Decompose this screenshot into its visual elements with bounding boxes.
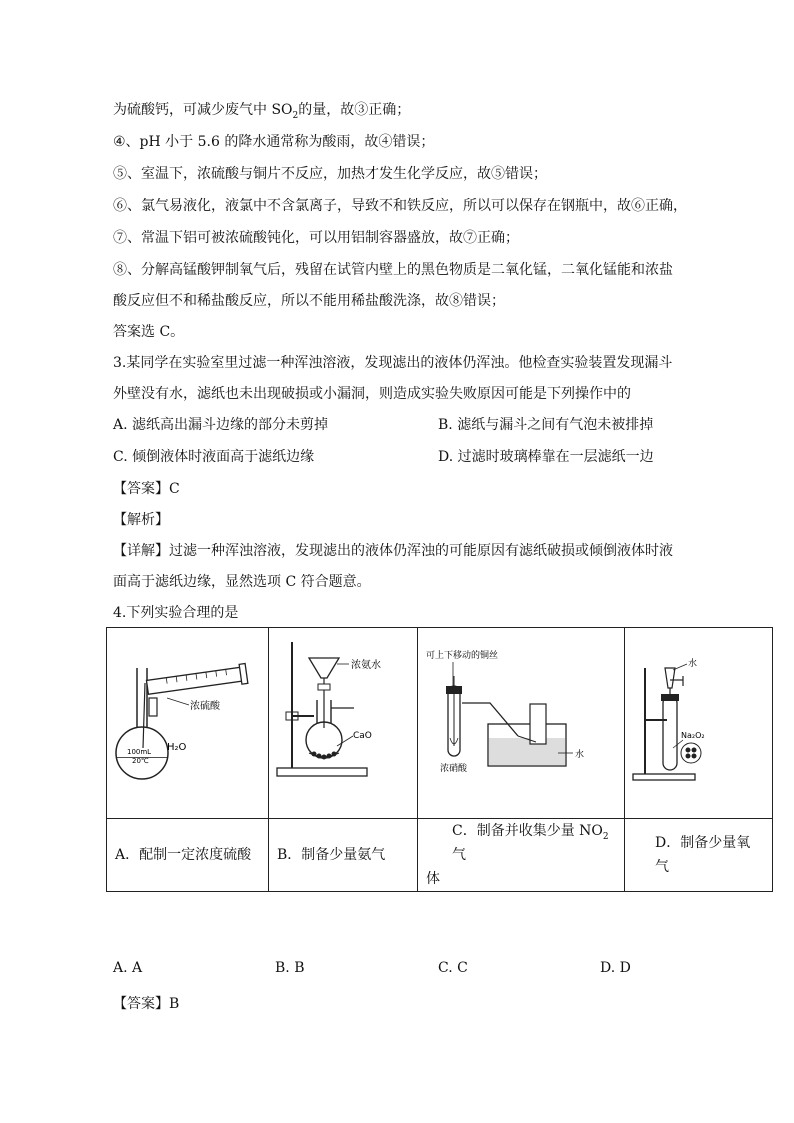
label-copper-wire: 可上下移动的铜丝	[426, 651, 499, 661]
analysis-label: 【解析】	[113, 512, 169, 528]
solution-line: ⑧、分解高锰酸钾制氧气后，残留在试管内壁上的黑色物质是二氧化锰，二氧化锰能和浓盐	[113, 262, 673, 278]
caption-c-continued: 体	[426, 871, 440, 887]
option-c: C. 倾倒液体时液面高于滤纸边缘	[113, 449, 315, 465]
figure-a-dilution-apparatus	[107, 628, 267, 814]
solution-line	[113, 100, 410, 120]
caption-c-text: 气	[452, 847, 466, 863]
label-cao: CaO	[353, 731, 372, 741]
figure-c-no2-apparatus	[418, 628, 624, 814]
experiment-table	[106, 627, 773, 892]
answer-line: 答案选 C。	[113, 324, 185, 340]
option-a: A. 滤纸高出漏斗边缘的部分未剪掉	[113, 417, 329, 433]
label-water: 水	[688, 659, 698, 669]
caption-d: D．制备少量氧气	[655, 835, 751, 875]
solution-line: 酸反应但不和稀盐酸反应，所以不能用稀盐酸洗涤，故⑧错误；	[113, 293, 505, 309]
caption-c-cell	[418, 819, 625, 892]
question-4-stem: 4.下列实验合理的是	[113, 605, 239, 621]
flask-volume: 100mL	[127, 748, 152, 756]
solution-line: ⑦、常温下铝可被浓硫酸钝化，可以用铝制容器盛放，故⑦正确；	[113, 230, 519, 246]
subscript: 2	[292, 110, 299, 121]
question-3-stem: 3.某同学在实验室里过滤一种浑浊溶液，发现滤出的液体仍浑浊。他检查实验装置发现漏斗	[113, 355, 673, 371]
caption-c-text: C．制备并收集少量 NO	[452, 823, 603, 839]
figure-b-cell	[269, 628, 418, 819]
choice-a: A. A	[113, 960, 143, 976]
solution-line: ⑥、氯气易液化，液氯中不含氯离子，导致不和铁反应，所以可以保存在钢瓶中，故⑥正确，	[113, 198, 687, 214]
caption-b: B．制备少量氨气	[277, 847, 386, 863]
solution-line: ④、pH 小于 5.6 的降水通常称为酸雨，故④错误；	[113, 134, 435, 150]
caption-a: A．配制一定浓度硫酸	[115, 847, 252, 863]
subscript: 2	[602, 831, 609, 842]
answer-label: 【答案】B	[113, 996, 180, 1012]
detail-text: 【详解】过滤一种浑浊溶液，发现滤出的液体仍浑浊的可能原因有滤纸破损或倾倒液体时液	[113, 543, 673, 559]
label-conc-ammonia: 浓氨水	[351, 660, 381, 671]
figure-c-cell	[418, 628, 625, 819]
caption-d-cell	[625, 819, 773, 892]
label-conc-nitric: 浓硝酸	[440, 764, 468, 774]
label-na2o2: Na₂O₂	[681, 731, 705, 740]
choice-c: C. C	[438, 960, 468, 976]
answer-label: 【答案】C	[113, 481, 180, 497]
figure-d-oxygen-apparatus	[625, 628, 771, 814]
option-d: D. 过滤时玻璃棒靠在一层滤纸一边	[438, 449, 654, 465]
detail-text: 面高于滤纸边缘，显然选项 C 符合题意。	[113, 574, 371, 590]
choice-b: B. B	[275, 960, 305, 976]
option-b: B. 滤纸与漏斗之间有气泡未被排掉	[438, 417, 654, 433]
question-3-stem: 外壁没有水，滤纸也未出现破损或小漏洞，则造成实验失败原因可能是下列操作中的	[113, 386, 631, 402]
caption-c	[418, 819, 624, 867]
figure-b-ammonia-apparatus	[269, 628, 417, 814]
flask-temp: 20℃	[132, 757, 149, 765]
caption-b-cell	[269, 819, 418, 892]
label-conc-sulfuric: 浓硫酸	[190, 701, 220, 712]
label-water: 水	[575, 750, 585, 760]
figure-a-cell	[107, 628, 269, 819]
label-water: H₂O	[167, 742, 187, 753]
solution-line: ⑤、室温下，浓硫酸与铜片不反应，加热才发生化学反应，故⑤错误；	[113, 166, 547, 182]
figure-d-cell	[625, 628, 773, 819]
choice-d: D. D	[600, 960, 631, 976]
caption-a-cell	[107, 819, 269, 892]
solution-text: 的量，故③正确；	[298, 102, 411, 118]
solution-text: 为硫酸钙，可减少废气中 SO	[113, 102, 293, 118]
